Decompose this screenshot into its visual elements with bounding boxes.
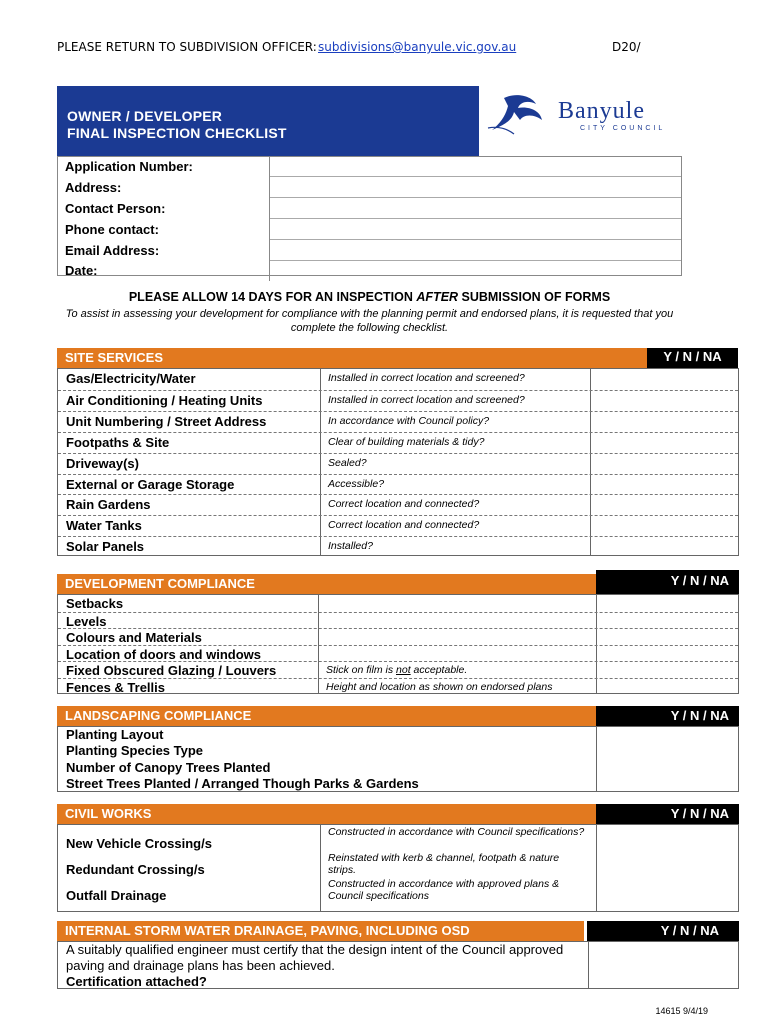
assist-text: To assist in assessing your development for compliance with the planning permit and endorsed plans, it is requested that you complete the following checklist. xyxy=(65,308,674,334)
checklist-row xyxy=(58,678,738,695)
site-service-label: Unit Numbering / Street Address xyxy=(66,413,267,429)
notice-text-before: PLEASE ALLOW 14 DAYS FOR AN INSPECTION xyxy=(128,290,417,304)
site-service-label: Air Conditioning / Heating Units xyxy=(66,392,263,408)
yna-answer-cell[interactable] xyxy=(591,495,739,515)
storm-yna-label: Y / N / NA xyxy=(660,923,719,938)
info-value-field[interactable] xyxy=(270,219,683,240)
yna-answer-cell[interactable] xyxy=(597,760,739,776)
site-service-label: Gas/Electricity/Water xyxy=(66,371,196,386)
development-item-label: Fixed Obscured Glazing / Louvers xyxy=(66,663,277,679)
checklist-row xyxy=(58,595,738,612)
checklist-row xyxy=(58,760,738,776)
info-row xyxy=(57,261,682,282)
yna-answer-cell[interactable] xyxy=(591,537,739,557)
landscaping-grid xyxy=(57,726,739,792)
yna-answer-cell[interactable] xyxy=(597,877,739,903)
landscaping-heading: LANDSCAPING COMPLIANCE xyxy=(57,706,596,726)
civil-works-grid xyxy=(57,824,739,912)
civil-works-description: Constructed in accordance with Council specifications? xyxy=(328,826,585,838)
checklist-row xyxy=(58,390,738,411)
site-services-heading-fill xyxy=(589,348,647,368)
checklist-row xyxy=(58,369,738,390)
title-line-1: OWNER / DEVELOPER xyxy=(67,108,223,124)
divider xyxy=(588,942,589,988)
description-part: acceptable. xyxy=(410,664,468,677)
info-label: Phone contact: xyxy=(65,221,159,237)
site-service-description: Sealed? xyxy=(328,456,367,469)
site-service-label: External or Garage Storage xyxy=(66,476,235,492)
yna-answer-cell[interactable] xyxy=(597,679,739,695)
application-info-table xyxy=(57,156,682,281)
info-value-field[interactable] xyxy=(270,177,683,198)
logo-name: Banyule xyxy=(558,98,645,124)
checklist-row xyxy=(58,411,738,432)
civil-works-description: Reinstated with kerb & channel, footpath & nature strips. xyxy=(328,852,560,876)
checklist-row xyxy=(58,645,738,662)
form-footer-code: 14615 9/4/19 xyxy=(655,1006,708,1016)
development-section xyxy=(57,570,729,695)
site-service-description: Accessible? xyxy=(328,477,385,490)
info-label: Contact Person: xyxy=(65,200,166,216)
civil-works-section xyxy=(57,804,729,910)
civil-works-label: Outfall Drainage xyxy=(66,888,167,903)
storm-yna-header xyxy=(587,921,739,941)
return-instruction: PLEASE RETURN TO SUBDIVISION OFFICER: xyxy=(57,40,317,54)
civil-works-label: New Vehicle Crossing/s xyxy=(66,836,212,851)
yna-answer-cell[interactable] xyxy=(597,629,739,645)
civil-works-label: Redundant Crossing/s xyxy=(66,862,205,877)
development-item-description xyxy=(326,664,467,676)
storm-water-grid xyxy=(57,941,739,989)
site-service-label: Rain Gardens xyxy=(66,497,151,513)
checklist-row xyxy=(58,776,738,792)
development-yna-header xyxy=(596,570,739,594)
checklist-row xyxy=(58,432,738,453)
yna-answer-cell[interactable] xyxy=(597,613,739,629)
yna-answer-cell[interactable] xyxy=(591,369,739,390)
logo-subtitle: CITY COUNCIL xyxy=(580,125,666,132)
certification-question: Certification attached? xyxy=(66,974,207,989)
checklist-row xyxy=(58,612,738,629)
civil-works-heading: CIVIL WORKS xyxy=(57,804,596,824)
site-service-label: Water Tanks xyxy=(66,518,142,534)
site-service-label: Driveway(s) xyxy=(66,455,139,471)
yna-answer-cell[interactable] xyxy=(591,391,739,411)
info-row xyxy=(57,198,682,219)
checklist-row xyxy=(58,877,738,903)
checklist-row xyxy=(58,536,738,557)
yna-answer-cell[interactable] xyxy=(591,433,739,453)
site-service-description: Installed in correct location and screened? xyxy=(328,372,525,384)
yna-answer-cell[interactable] xyxy=(591,454,739,474)
landscaping-yna-label: Y / N / NA xyxy=(670,708,729,723)
checklist-row xyxy=(58,661,738,678)
site-service-description: Correct location and connected? xyxy=(328,519,480,532)
info-value-field[interactable] xyxy=(270,156,683,177)
site-service-description: In accordance with Council policy? xyxy=(328,414,490,427)
development-item-label: Setbacks xyxy=(66,596,124,611)
yna-answer-cell[interactable] xyxy=(597,776,739,792)
form-title xyxy=(57,86,479,156)
notice-emphasis: AFTER xyxy=(416,290,459,304)
site-service-description: Installed? xyxy=(328,540,373,553)
site-service-label: Footpaths & Site xyxy=(66,434,170,450)
checklist-row xyxy=(58,727,738,743)
development-item-label: Fences & Trellis xyxy=(66,680,165,695)
checklist-row xyxy=(58,628,738,645)
development-item-description: Height and location as shown on endorsed plans xyxy=(326,681,553,693)
info-value-field[interactable] xyxy=(270,261,683,282)
site-service-description: Clear of building materials & tidy? xyxy=(328,435,485,448)
checklist-row xyxy=(58,851,738,877)
development-item-label: Location of doors and windows xyxy=(66,646,261,662)
landscaping-item-label: Planting Layout xyxy=(66,727,164,742)
site-service-label: Solar Panels xyxy=(66,539,145,555)
info-row xyxy=(57,219,682,240)
notice-heading xyxy=(57,290,682,304)
yna-answer-cell[interactable] xyxy=(597,595,739,612)
development-grid xyxy=(57,594,739,694)
development-yna-label: Y / N / NA xyxy=(670,573,729,588)
yna-answer-cell[interactable] xyxy=(591,412,739,432)
yna-answer-cell[interactable] xyxy=(597,662,739,678)
info-label: Address: xyxy=(65,179,122,195)
info-label: Email Address: xyxy=(65,242,160,258)
yna-answer-cell[interactable] xyxy=(597,743,739,759)
yna-answer-cell[interactable] xyxy=(597,851,739,877)
storm-water-heading: INTERNAL STORM WATER DRAINAGE, PAVING, INCLUDING OSD xyxy=(57,921,584,941)
info-label: Application Number: xyxy=(65,158,193,174)
checklist-row xyxy=(58,825,738,851)
checklist-row xyxy=(58,474,738,495)
checklist-row xyxy=(58,494,738,515)
title-line-2: FINAL INSPECTION CHECKLIST xyxy=(67,125,287,141)
info-row xyxy=(57,177,682,198)
notice-text-after: SUBMISSION OF FORMS xyxy=(458,290,611,304)
civil-yna-label: Y / N / NA xyxy=(670,806,729,821)
landscaping-item-label: Number of Canopy Trees Planted xyxy=(66,759,271,775)
landscaping-yna-header xyxy=(596,706,739,726)
info-value-field[interactable] xyxy=(270,198,683,219)
form-code: D20/ xyxy=(612,40,641,54)
info-row xyxy=(57,240,682,261)
yna-answer-cell[interactable] xyxy=(591,475,739,495)
yna-answer-cell[interactable] xyxy=(597,825,739,851)
site-services-yna-header: Y / N / NA xyxy=(647,348,738,368)
description-emphasis: not xyxy=(396,664,411,677)
site-services-grid xyxy=(57,368,739,556)
storm-water-section xyxy=(57,921,719,989)
checklist-row xyxy=(58,515,738,536)
site-services-heading: SITE SERVICES xyxy=(57,348,589,368)
yna-answer-cell[interactable] xyxy=(597,727,739,743)
yna-answer-cell[interactable] xyxy=(597,646,739,662)
development-item-label: Colours and Materials xyxy=(66,630,202,646)
email-link[interactable]: subdivisions@banyule.vic.gov.au xyxy=(318,40,517,54)
checklist-row xyxy=(58,453,738,474)
info-value-field[interactable] xyxy=(270,240,683,261)
info-label: Date: xyxy=(65,263,98,279)
development-heading: DEVELOPMENT COMPLIANCE xyxy=(57,574,596,594)
landscaping-section xyxy=(57,706,729,792)
info-row xyxy=(57,156,682,177)
checklist-row xyxy=(58,743,738,759)
site-service-description: Installed in correct location and screened? xyxy=(328,393,525,406)
yna-answer-cell[interactable] xyxy=(591,516,739,536)
landscaping-item-label: Planting Species Type xyxy=(66,743,204,759)
description-part: Stick on film is xyxy=(326,664,397,677)
storm-water-text: A suitably qualified engineer must certify that the design intent of the Council approved paving and drainage plans has been achieved. xyxy=(66,942,564,973)
development-item-label: Levels xyxy=(66,613,107,629)
landscaping-item-label: Street Trees Planted / Arranged Though Parks & Gardens xyxy=(66,775,419,791)
civil-works-description: Constructed in accordance with approved plans & Council specifications xyxy=(328,878,560,902)
site-service-description: Correct location and connected? xyxy=(328,498,480,511)
civil-yna-header xyxy=(596,804,739,824)
site-services-section xyxy=(57,348,722,556)
